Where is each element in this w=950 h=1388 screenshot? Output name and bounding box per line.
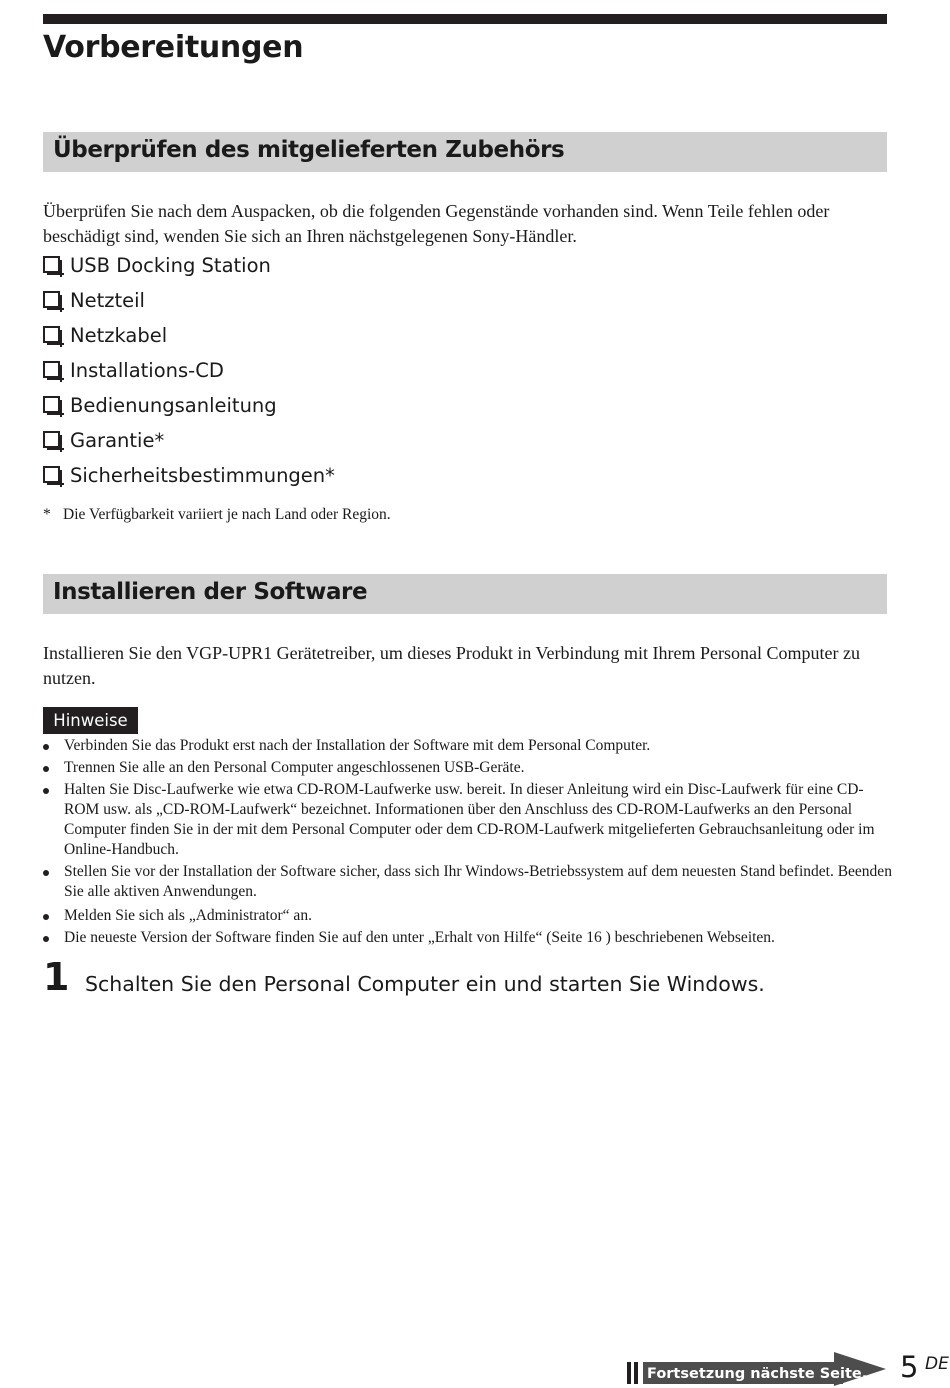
note-item xyxy=(43,736,893,756)
checklist-item-label: Netzkabel xyxy=(70,324,168,347)
step-text: Schalten Sie den Personal Computer ein und starten Sie Windows. xyxy=(85,972,765,996)
checklist-item-label: Sicherheitsbestimmungen* xyxy=(70,464,335,487)
checklist-item-label: Netzteil xyxy=(70,289,145,312)
section-heading-accessories-text: Überprüfen des mitgelieferten Zubehörs xyxy=(53,137,565,163)
section-heading-software xyxy=(43,574,887,614)
note-text: Die neueste Version der Software finden Sie auf den unter „Erhalt von Hilfe“ (Seite 16 ) beschriebenen Webseiten. xyxy=(64,929,775,946)
checkbox-icon xyxy=(43,326,60,343)
page-language: DE xyxy=(925,1354,949,1374)
checkbox-icon xyxy=(43,361,60,378)
checkbox-icon xyxy=(43,431,60,448)
checklist-item xyxy=(43,428,335,463)
checkbox-icon xyxy=(43,396,60,413)
accessories-intro: Überprüfen Sie nach dem Auspacken, ob die folgenden Gegenstände vorhanden sind. Wenn Teile fehlen oder beschädigt sind, wenden Sie sich an Ihren nächstgelegenen Sony-Händler. xyxy=(43,201,830,246)
accessory-checklist xyxy=(43,253,335,498)
bullet-icon xyxy=(43,766,49,772)
page-title: Vorbereitungen xyxy=(43,30,304,65)
checkbox-icon xyxy=(43,256,60,273)
checklist-item-label: Bedienungsanleitung xyxy=(70,394,277,417)
footnote-text: Die Verfügbarkeit variiert je nach Land oder Region. xyxy=(63,506,391,523)
checklist-item xyxy=(43,253,335,288)
availability-footnote xyxy=(43,505,391,525)
checklist-item xyxy=(43,463,335,498)
note-text: Trennen Sie alle an den Personal Computer angeschlossenen USB-Geräte. xyxy=(64,759,525,776)
note-item xyxy=(43,780,893,860)
note-item xyxy=(43,862,893,902)
bullet-icon xyxy=(43,914,49,920)
checklist-item xyxy=(43,288,335,323)
bullet-icon xyxy=(43,744,49,750)
note-text: Verbinden Sie das Produkt erst nach der Installation der Software mit dem Personal Computer. xyxy=(64,737,651,754)
bullet-icon xyxy=(43,870,49,876)
page-number: 5 xyxy=(900,1350,919,1384)
note-item xyxy=(43,758,893,778)
note-text: Melden Sie sich als „Administrator“ an. xyxy=(64,907,312,924)
notes-list xyxy=(43,736,893,950)
top-rule xyxy=(43,14,887,24)
bullet-icon xyxy=(43,936,49,942)
section-heading-accessories xyxy=(43,132,887,172)
bullet-icon xyxy=(43,788,49,794)
note-text: Halten Sie Disc-Laufwerke wie etwa CD-ROM-Laufwerke usw. bereit. In dieser Anleitung wird ein Disc-Laufwerk für eine CD-ROM usw. als „CD-ROM-Laufwerk“ bezeichnet. Informationen über den Anschluss des CD-ROM-Laufwerks an den Personal Computer finden Sie in der mit dem Personal Computer oder dem CD-ROM-Laufwerk mitgelieferten Gebrauchsanleitung oder im Online-Handbuch. xyxy=(64,781,875,858)
checklist-item xyxy=(43,358,335,393)
footnote-mark: * xyxy=(43,506,51,523)
checkbox-icon xyxy=(43,466,60,483)
software-intro: Installieren Sie den VGP-UPR1 Gerätetreiber, um dieses Produkt in Verbindung mit Ihrem Personal Computer zu nutzen. xyxy=(43,643,860,688)
continue-bars-icon xyxy=(627,1362,641,1388)
step-1 xyxy=(43,954,765,1000)
continue-next-page-banner xyxy=(627,1352,887,1386)
checkbox-icon xyxy=(43,291,60,308)
checklist-item xyxy=(43,323,335,358)
checklist-item-label: Garantie* xyxy=(70,429,165,452)
section-heading-software-text: Installieren der Software xyxy=(53,579,368,605)
step-number: 1 xyxy=(43,955,70,999)
checklist-item xyxy=(43,393,335,428)
checklist-item-label: USB Docking Station xyxy=(70,254,271,277)
continue-label: Fortsetzung nächste Seite... xyxy=(647,1366,879,1382)
note-item xyxy=(43,906,893,926)
notes-badge: Hinweise xyxy=(43,707,138,734)
checklist-item-label: Installations-CD xyxy=(70,359,224,382)
note-text: Stellen Sie vor der Installation der Software sicher, dass sich Ihr Windows-Betriebssystem auf dem neuesten Stand befindet. Beenden Sie alle aktiven Anwendungen. xyxy=(64,863,892,900)
note-item xyxy=(43,928,893,948)
